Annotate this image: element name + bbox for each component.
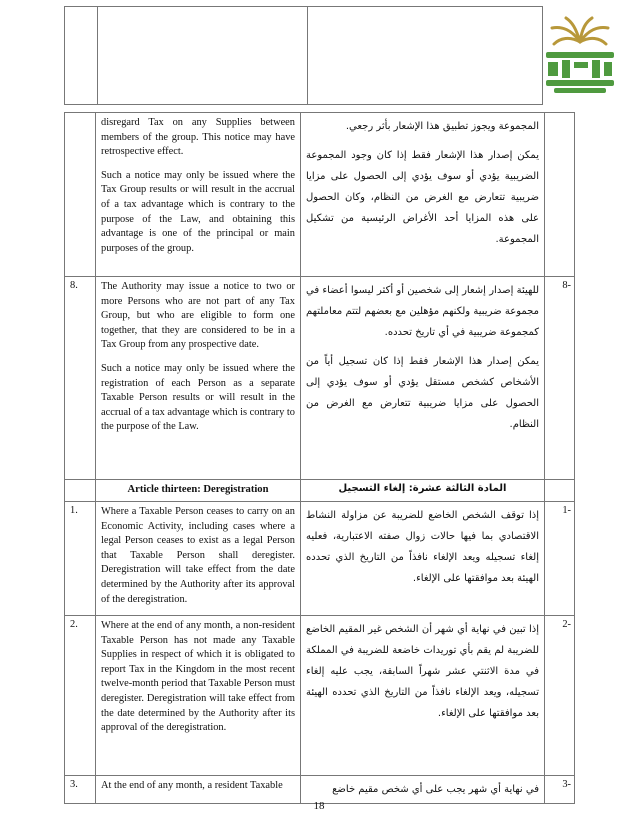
table-row bbox=[65, 113, 575, 277]
article-title-en: Article thirteen: Deregistration bbox=[96, 480, 301, 502]
table-row bbox=[65, 616, 575, 776]
clause-en: At the end of any month, a resident Taxable bbox=[96, 776, 301, 804]
content-table bbox=[64, 112, 575, 804]
row-number-ar: 8- bbox=[545, 277, 575, 480]
clause-ar-para: المجموعة ويجوز تطبيق هذا الإشعار بأثر رجعي. bbox=[345, 121, 539, 132]
row-number-en: 3. bbox=[65, 776, 96, 804]
row-number-en: 8. bbox=[65, 277, 96, 480]
page-number: 18 bbox=[313, 800, 325, 812]
table-row bbox=[65, 502, 575, 616]
clause-ar-para: للهيئة إصدار إشعار إلى شخصين أو أكثر ليسوا أعضاء في مجموعة ضريبية ولكنهم مؤهلين مع بعضهم لتتم معاملتهم كمجموعة ضريبية في أي تاريخ تحدده. bbox=[306, 285, 539, 338]
clause-en-para: Such a notice may only be issued where the registration of each Person as a separate Taxable Person results or will result in the accrual of a tax advantage which is contrary to the purpose of the Law. bbox=[101, 362, 295, 433]
header-cell-empty-1 bbox=[65, 7, 98, 105]
header-cell-empty-3 bbox=[308, 7, 543, 105]
table-row bbox=[65, 277, 575, 480]
row-number-ar bbox=[545, 113, 575, 277]
clause-en-para: The Authority may issue a notice to two or more Persons who are not part of any Tax Group, but who are eligible to form one together, that they are considered to be in a Tax Group from any prospective date. bbox=[101, 281, 295, 351]
row-number-ar: 1- bbox=[545, 502, 575, 616]
header-cell-empty-2 bbox=[98, 7, 308, 105]
row-number-ar: 2- bbox=[545, 616, 575, 776]
clause-en bbox=[96, 113, 301, 277]
clause-ar: إذا توقف الشخص الخاضع للضريبة عن مزاولة النشاط الاقتصادي بما فيها حالات زوال صفته الاعتبارية، فعليه إلغاء تسجيله ويعد الإلغاء نافذاً من التاريخ الذي تحدده الهيئة بعد موافقتها على الإلغاء. bbox=[301, 502, 545, 616]
heading-spacer bbox=[545, 480, 575, 502]
article-title-ar: المادة الثالثة عشرة: إلغاء التسجيل bbox=[301, 480, 545, 502]
clause-ar: إذا تبين في نهاية أي شهر أن الشخص غير المقيم الخاضع للضريبة لم يقم بأي توريدات خاضعة للضريبة في المملكة في مدة الاثنتي عشر شهراً السابقة، يجب عليه إلغاء تسجيله، ويعد الإلغاء نافذاً من التاريخ الذي تحدده الهيئة بعد موافقتها على الإلغاء. bbox=[301, 616, 545, 776]
row-number-ar: 3- bbox=[545, 776, 575, 804]
palm-logo-icon bbox=[532, 16, 628, 96]
clause-ar bbox=[301, 277, 545, 480]
clause-en-para: Such a notice may only be issued where the Tax Group results or will result in the accrual of a tax advantage which is contrary to the purpose of the Law, and obtaining this advantage is one of the principal or main purposes of the group. bbox=[101, 169, 295, 254]
clause-ar-para: يمكن إصدار هذا الإشعار فقط إذا كان تسجيل أياً من الأشخاص كشخص مستقل يؤدي أو سوف يؤدي إلى الحصول على مزايا ضريبية تتعارض مع الغرض من النظام. bbox=[306, 356, 539, 430]
article-heading-row bbox=[65, 480, 575, 502]
row-number-en: 2. bbox=[65, 616, 96, 776]
row-number-en bbox=[65, 113, 96, 277]
clause-en: Where a Taxable Person ceases to carry on an Economic Activity, including cases where a legal Person ceases to exist as a legal Person that Taxable Person shall deregister. Deregistration will take effect from the date determined by the Authority after its approval of the deregistration. bbox=[96, 502, 301, 616]
clause-ar-para: يمكن إصدار هذا الإشعار فقط إذا كان وجود المجموعة الضريبية يؤدي أو سوف يؤدي إلى الحصول على مزايا ضريبية تتعارض مع الغرض من النظام، وكان الحصول على هذه المزايا أحد الأغراض الرئيسية من تشكيل المجموعة. bbox=[306, 150, 539, 245]
row-number-en: 1. bbox=[65, 502, 96, 616]
clause-ar bbox=[301, 113, 545, 277]
clause-en bbox=[96, 277, 301, 480]
clause-en: Where at the end of any month, a non-resident Taxable Person has not made any Taxable Supplies in respect of which it is obligated to report Tax in the Kingdom in the most recent twelve-month period that Taxable Person must deregister. Deregistration will take effect from the date determined by the Authority after its approval of the deregistration. bbox=[96, 616, 301, 776]
heading-spacer bbox=[65, 480, 96, 502]
clause-ar: في نهاية أي شهر يجب على أي شخص مقيم خاضع bbox=[301, 776, 545, 804]
zakat-logo bbox=[532, 16, 628, 96]
clause-en-para: disregard Tax on any Supplies between members of the group. This notice may have retrospective effect. bbox=[101, 117, 295, 158]
